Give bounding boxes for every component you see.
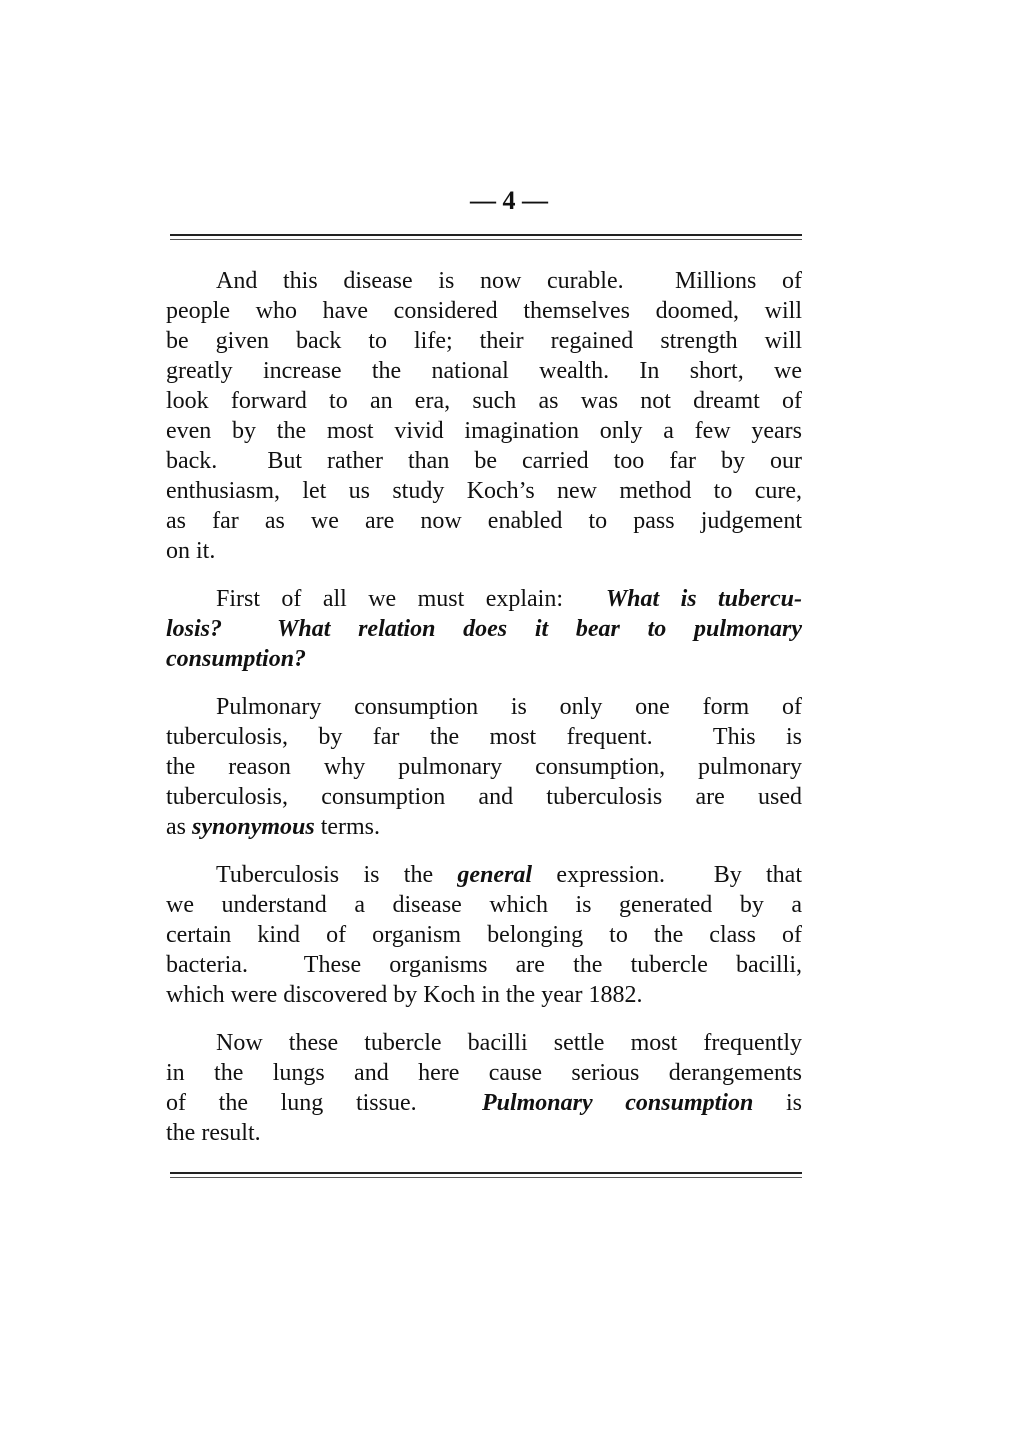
paragraph [166, 266, 802, 566]
text-segment: as far as we are now enabled to pass judgement [166, 508, 802, 534]
text-segment: be given back to life; their regained strength will [166, 328, 802, 354]
text-segment: we understand a disease which is generated by a [166, 892, 802, 918]
footer-rule [170, 1172, 802, 1174]
text-segment: certain kind of organism belonging to the class of [166, 922, 802, 948]
text-line [166, 752, 802, 782]
text-segment: the result. [166, 1120, 261, 1146]
text-line [166, 386, 802, 416]
text-segment: greatly increase the national wealth. In short, we [166, 358, 802, 384]
text-line [166, 614, 802, 644]
header-rule-thin [170, 239, 802, 240]
text-segment: the reason why pulmonary consumption, pulmonary [166, 754, 802, 780]
text-segment: look forward to an era, such as was not dreamt of [166, 388, 802, 414]
italic-text: synonymous [192, 814, 315, 840]
text-line [166, 860, 802, 890]
text-segment: Now these tubercle bacilli settle most frequently [216, 1030, 802, 1056]
text-segment: on it. [166, 538, 216, 564]
italic-text: general [457, 862, 533, 888]
paragraph [166, 860, 802, 1010]
body-text [166, 266, 802, 1166]
text-segment: bacteria. These organisms are the tubercle bacilli, [166, 952, 802, 978]
header-rule [170, 234, 802, 236]
text-line [166, 326, 802, 356]
text-line [166, 920, 802, 950]
text-segment: in the lungs and here cause serious derangements [166, 1060, 802, 1086]
text-segment: is [753, 1090, 802, 1116]
paragraph [166, 692, 802, 842]
paragraph [166, 584, 802, 674]
text-segment: of the lung tissue. [166, 1090, 482, 1116]
text-segment: which were discovered by Koch in the year 1882. [166, 982, 643, 1008]
text-segment: And this disease is now curable. Millions of [216, 268, 802, 294]
text-segment: First of all we must explain: [216, 586, 606, 612]
text-line [166, 692, 802, 722]
text-segment: terms. [314, 814, 381, 840]
text-segment: tuberculosis, consumption and tuberculosis are used [166, 784, 802, 810]
text-segment: even by the most vivid imagination only a few years [166, 418, 802, 444]
text-line [166, 1088, 802, 1118]
italic-text: consumption? [166, 646, 307, 672]
text-line [166, 980, 802, 1010]
text-segment: enthusiasm, let us study Koch’s new method to cure, [166, 478, 802, 504]
text-segment: people who have considered themselves doomed, will [166, 298, 802, 324]
text-line [166, 950, 802, 980]
text-line [166, 476, 802, 506]
text-segment: Pulmonary consumption is only one form of [216, 694, 802, 720]
text-segment: expression. By that [532, 862, 803, 888]
text-line [166, 644, 802, 674]
text-line [166, 266, 802, 296]
text-line [166, 812, 802, 842]
text-line [166, 782, 802, 812]
text-line [166, 722, 802, 752]
italic-text: What is tubercu- [605, 586, 802, 612]
text-line [166, 584, 802, 614]
italic-text: losis? What relation does it bear to pulmonary [166, 616, 802, 642]
text-line [166, 536, 802, 566]
text-line [166, 890, 802, 920]
paragraph [166, 1028, 802, 1148]
footer-rule-thin [170, 1177, 802, 1178]
text-line [166, 1028, 802, 1058]
text-line [166, 416, 802, 446]
text-segment: back. But rather than be carried too far by our [166, 448, 802, 474]
page-number: — 4 — [470, 186, 548, 215]
text-line [166, 356, 802, 386]
italic-text: Pulmonary consumption [481, 1090, 754, 1116]
text-line [166, 446, 802, 476]
text-line [166, 296, 802, 326]
text-line [166, 1058, 802, 1088]
text-line [166, 1118, 802, 1148]
text-line [166, 506, 802, 536]
text-segment: as [166, 814, 192, 840]
text-segment: tuberculosis, by far the most frequent. This is [166, 724, 802, 750]
text-segment: Tuberculosis is the [216, 862, 458, 888]
